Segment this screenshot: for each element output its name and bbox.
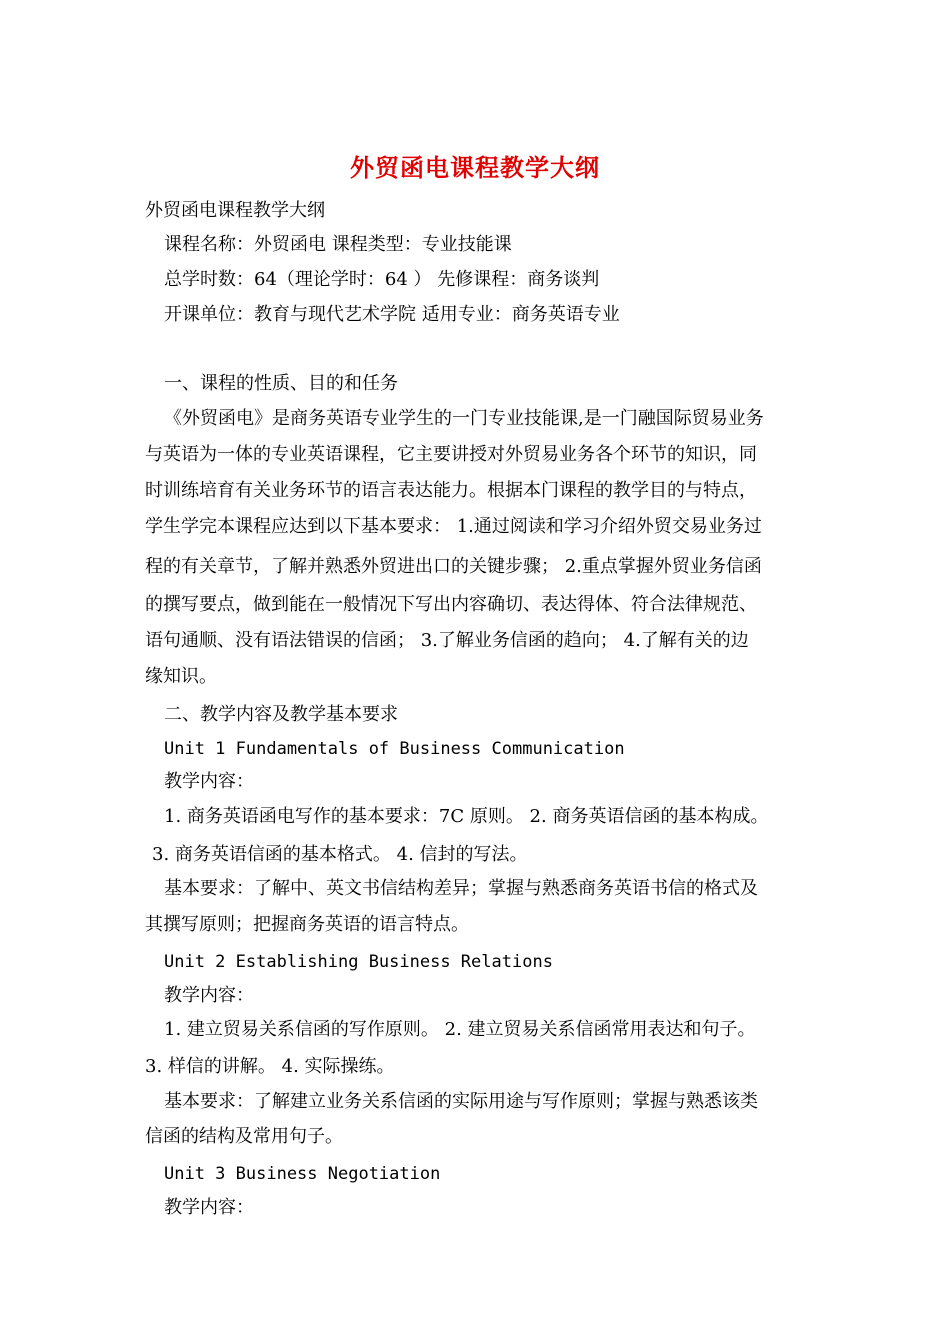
document-subtitle: 外贸函电课程教学大纲 [145,200,325,221]
section1-paragraph-line: 缘知识。 [145,666,217,687]
section1-paragraph-line: 学生学完本课程应达到以下基本要求： 1.通过阅读和学习介绍外贸交易业务过 [145,516,762,537]
unit1-content-label: 教学内容： [164,771,254,792]
section1-heading: 一、课程的性质、目的和任务 [164,373,398,394]
section1-paragraph-line: 与英语为一体的专业英语课程，它主要讲授对外贸易业务各个环节的知识，同 [145,444,757,465]
unit1-content-line: 1. 商务英语函电写作的基本要求：7C 原则。 2. 商务英语信函的基本构成。 [164,806,769,827]
unit1-requirement-line: 其撰写原则；把握商务英语的语言特点。 [145,914,469,935]
document-title: 外贸函电课程教学大纲 [350,153,600,182]
unit2-title: Unit 2 Establishing Business Relations [164,952,553,972]
section1-paragraph-line: 语句通顺、没有语法错误的信函； 3.了解业务信函的趋向； 4.了解有关的边 [145,630,749,651]
unit3-title: Unit 3 Business Negotiation [164,1164,441,1184]
unit2-requirement-line: 基本要求：了解建立业务关系信函的实际用途与写作原则；掌握与熟悉该类 [164,1091,758,1112]
unit3-content-label: 教学内容： [164,1197,254,1218]
unit1-title: Unit 1 Fundamentals of Business Communication [164,739,625,759]
course-name-line: 课程名称：外贸函电 课程类型：专业技能课 [164,234,512,255]
course-hours-line: 总学时数：64（理论学时：64 ） 先修课程：商务谈判 [164,269,600,290]
unit2-requirement-line: 信函的结构及常用句子。 [145,1126,343,1147]
unit1-content-line: 3. 商务英语信函的基本格式。 4. 信封的写法。 [152,844,528,865]
unit2-content-label: 教学内容： [164,985,254,1006]
unit2-content-line: 3. 样信的讲解。 4. 实际操练。 [145,1056,395,1077]
section1-paragraph-line: 时训练培育有关业务环节的语言表达能力。根据本门课程的教学目的与特点， [145,480,757,501]
section2-heading: 二、教学内容及教学基本要求 [164,704,398,725]
section1-paragraph-line: 程的有关章节，了解并熟悉外贸进出口的关键步骤； 2.重点掌握外贸业务信函 [145,556,762,577]
course-unit-line: 开课单位：教育与现代艺术学院 适用专业：商务英语专业 [164,304,620,325]
unit2-content-line: 1. 建立贸易关系信函的写作原则。 2. 建立贸易关系信函常用表达和句子。 [164,1019,756,1040]
section1-paragraph-line: 的撰写要点，做到能在一般情况下写出内容确切、表达得体、符合法律规范、 [145,594,757,615]
unit1-requirement-line: 基本要求：了解中、英文书信结构差异；掌握与熟悉商务英语书信的格式及 [164,878,758,899]
section1-paragraph-line: 《外贸函电》是商务英语专业学生的一门专业技能课,是一门融国际贸易业务 [164,408,764,429]
